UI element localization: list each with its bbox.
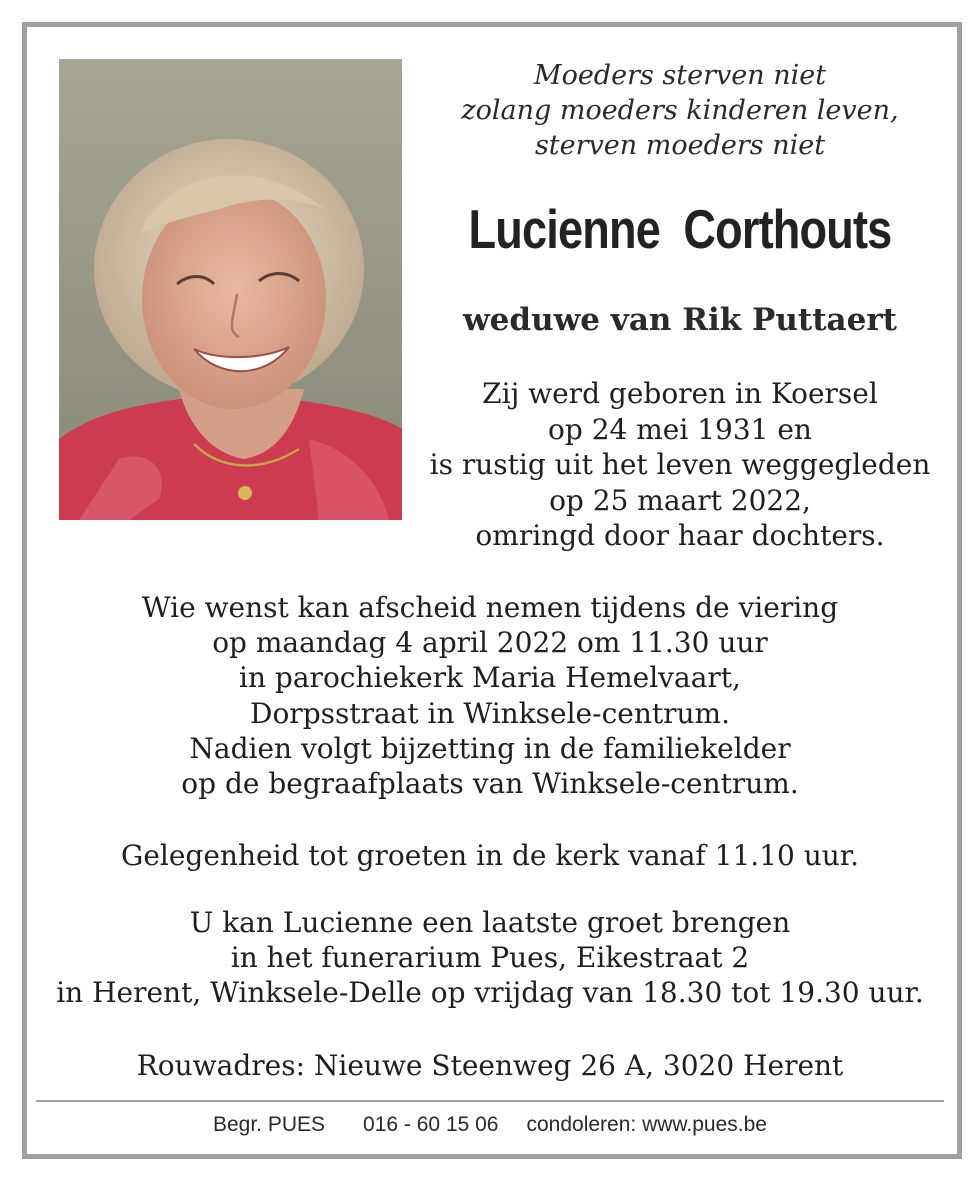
poem-line: zolang moeders kinderen leven, bbox=[461, 95, 899, 126]
farewell-line: op de begraafplaats van Winksele-centrum. bbox=[181, 767, 799, 801]
birth-line: omringd door haar dochters. bbox=[475, 519, 885, 552]
birth-line: Zij werd geboren in Koersel bbox=[482, 377, 878, 410]
farewell-line: Nadien volgt bijzetting in de familiekelder bbox=[189, 731, 791, 765]
portrait-photo bbox=[59, 59, 402, 520]
visit-line: U kan Lucienne een laatste groet brengen bbox=[189, 906, 791, 939]
deceased-name: Lucienne Corthouts bbox=[468, 198, 892, 260]
mourning-address: Rouwadres: Nieuwe Steenweg 26 A, 3020 Herent bbox=[136, 1049, 844, 1082]
phone-number: 016 - 60 15 06 bbox=[363, 1113, 499, 1136]
farewell-details bbox=[30, 590, 950, 801]
footer bbox=[36, 1110, 944, 1140]
visit-line: in het funerarium Pues, Eikestraat 2 bbox=[230, 941, 750, 975]
visit-details bbox=[30, 905, 950, 1011]
condolence-link[interactable]: condoleren: www.pues.be bbox=[526, 1113, 767, 1136]
birth-details bbox=[420, 376, 940, 554]
birth-line: op 25 maart 2022, bbox=[549, 483, 811, 517]
farewell-line: Wie wenst kan afscheid nemen tijdens de viering bbox=[141, 591, 839, 624]
farewell-line: in parochiekerk Maria Hemelvaart, bbox=[239, 661, 741, 695]
farewell-line: op maandag 4 april 2022 om 11.30 uur bbox=[212, 626, 768, 660]
poem-line: sterven moeders niet bbox=[534, 130, 826, 161]
birth-line: op 24 mei 1931 en bbox=[548, 412, 812, 446]
relation-line: weduwe van Rik Puttaert bbox=[462, 302, 897, 338]
poem-line: Moeders sterven niet bbox=[533, 60, 827, 91]
greeting-line: Gelegenheid tot groeten in de kerk vanaf 11.10 uur. bbox=[120, 839, 860, 872]
footer-divider bbox=[36, 1100, 944, 1102]
visit-line: in Herent, Winksele-Delle op vrijdag van 18.30 tot 19.30 uur. bbox=[56, 976, 924, 1010]
undertaker-name: Begr. PUES bbox=[212, 1113, 326, 1136]
birth-line: is rustig uit het leven weggegleden bbox=[429, 448, 931, 481]
poem bbox=[420, 58, 940, 163]
farewell-line: Dorpsstraat in Winksele-centrum. bbox=[250, 696, 730, 730]
